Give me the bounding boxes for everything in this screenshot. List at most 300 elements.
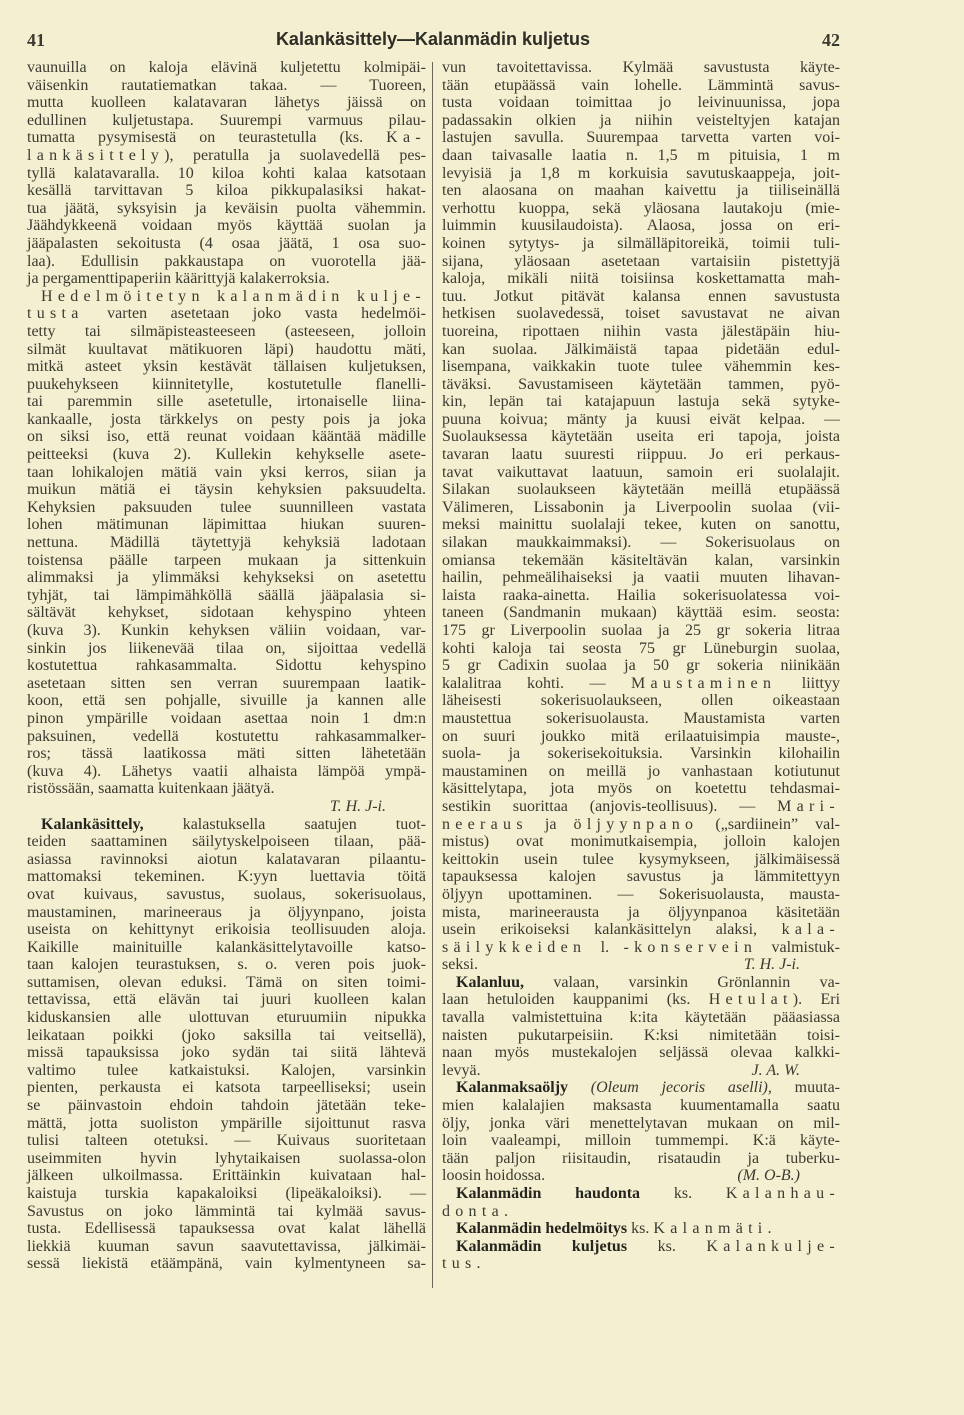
text-segment: jääpalasten sekoitusta (4 osaa jäätä, 1 osa suo- — [27, 234, 426, 252]
text-segment: tetty tai silmäpisteasteeseen (asteeseen, jolloin — [27, 322, 426, 340]
text-line — [442, 1009, 840, 1027]
text-segment: loosin hoidossa. — [442, 1167, 546, 1185]
text-segment: padassakin olkien ja niihin veisteltyjen katajan — [442, 111, 840, 129]
text-segment: toistensa päälle tarpeen mukaan ja sittenkuin — [27, 551, 426, 569]
text-segment: ja pergamenttipaperiin käärittyjä kalakerroksia. — [27, 270, 330, 288]
text-line — [27, 798, 426, 816]
text-line — [442, 1203, 840, 1221]
text-segment: meksi mainittu suolalaji tekee, kuten on sanottu, — [442, 516, 840, 534]
text-segment: naisten pukutarpeisiin. K:ksi nimitetään toisi- — [442, 1026, 840, 1044]
text-line — [27, 1220, 426, 1238]
text-segment: lohen mätimunan läpimittaa hiukan suuren- — [27, 516, 426, 534]
text-segment: ovat kuivaus, savustus, suolaus, sokerisuolaus, — [27, 885, 426, 903]
text-line — [27, 675, 426, 693]
text-line — [442, 1079, 840, 1097]
text-segment: maustettua sokerisuolausta. Maustamista varten — [442, 709, 840, 727]
spaced-emphasis: tus. — [442, 1255, 486, 1273]
text-line — [442, 200, 840, 218]
text-line — [442, 323, 840, 341]
text-line — [27, 587, 426, 605]
text-segment: keittokin usein tulee kysymykseen, jälkimäisessä — [442, 850, 840, 868]
text-line — [27, 763, 426, 781]
text-segment: levyisiä ja 1,8 m korkuisia savutuskaappeja, joit- — [442, 164, 840, 182]
text-line — [27, 235, 426, 253]
text-line — [27, 129, 426, 147]
column-divider — [432, 62, 433, 1288]
text-line — [442, 59, 840, 77]
text-segment: vaunuilla on kaloja elävinä kuljetettu kolmipäi- — [27, 59, 426, 76]
text-line — [27, 393, 426, 411]
text-line — [442, 1255, 840, 1273]
text-segment: tulisi talteen otetuksi. — Kuivaus suoritetaan — [27, 1132, 426, 1150]
spaced-emphasis: kala- — [781, 921, 840, 939]
text-line — [27, 534, 426, 552]
text-segment: mien kalalajien maksasta kuumentamalla saatu — [442, 1097, 840, 1115]
text-segment: valaan, varsinkin Grönlannin va- — [524, 973, 840, 991]
text-line — [442, 886, 840, 904]
text-segment: hetkisen suolavedessä, toiset savustavat ne aivan — [442, 305, 840, 323]
text-segment: ristössään, saamatta kuitenkaan jäätyä. — [27, 780, 275, 798]
text-segment: sinkin jos liikenevää tilaa on, sijoittaa vedellä — [27, 639, 426, 657]
text-line — [442, 112, 840, 130]
text-line — [27, 728, 426, 746]
text-segment: tään paljon riisitaudin, risataudin ja tuberku- — [442, 1149, 840, 1167]
text-segment: suola- ja sokerisekoituksia. Varsinkin kilohailin — [442, 745, 840, 763]
text-line — [27, 253, 426, 271]
text-line — [27, 552, 426, 570]
text-line — [442, 780, 840, 798]
text-segment: pienten, perkausta ei katsota tarpeelliseksi; usein — [27, 1079, 426, 1097]
text-line — [27, 1044, 426, 1062]
text-line — [27, 1027, 426, 1045]
text-segment: kiduskansien alle ulottuvan eturuumiin nipukka — [27, 1009, 426, 1027]
text-segment: leikataan poikki (joko saksilla tai veitsellä), — [27, 1026, 426, 1044]
text-segment: kan suolaa. Jälkimäistä tapaa pidetään edul- — [442, 340, 840, 358]
text-segment: tua jäätä, syksyisin ja keväisin puolta vähemmin. — [27, 199, 426, 217]
text-line — [27, 428, 426, 446]
text-segment: taan kalojen teurastuksen, s. o. veren pois juok- — [27, 956, 426, 974]
text-line — [27, 640, 426, 658]
text-line — [27, 569, 426, 587]
text-line — [442, 657, 840, 675]
text-segment: tyhjät, tai lämpimähköllä säällä jääpalasia si- — [27, 586, 426, 604]
text-segment: kostutettua rahkasammalta. Sidottu kehyspino — [27, 657, 426, 675]
text-segment: tumatta pysymisestä on teurastetulla (ks. — [27, 129, 387, 147]
text-segment: tään etupäässä vain lohelle. Lämmintä savus- — [442, 76, 840, 94]
spaced-emphasis: lankäsittely — [27, 146, 165, 164]
text-segment: väisenkin rautatiematkan takaa. — Tuoreen, — [27, 76, 426, 94]
text-line — [27, 59, 426, 77]
entry-headword: Kalanmädin kuljetus — [456, 1237, 628, 1255]
text-line — [442, 675, 840, 693]
text-segment: peitteeksi (kuva 2). Kullekin kehykselle asete- — [27, 446, 426, 464]
text-line — [27, 904, 426, 922]
text-segment: sältävät kehykset, sidotaan kehyspino yhteen — [27, 604, 426, 622]
text-segment: loin vaaleampi, milloin tummempi. K:ä käyte- — [442, 1132, 840, 1150]
text-line — [442, 939, 840, 957]
text-line — [442, 77, 840, 95]
author-signature: T. H. J-i. — [329, 797, 386, 815]
text-line — [442, 305, 840, 323]
text-segment: ks. — [627, 1237, 707, 1255]
text-line — [442, 604, 840, 622]
text-line — [27, 341, 426, 359]
text-line — [442, 235, 840, 253]
text-segment: puukehykseen kiinnitetylle, kostutetulle flanelli- — [27, 375, 426, 393]
text-line — [442, 129, 840, 147]
text-segment: tavat vaikuttavat laatuun, samoin eri suolalajit. — [442, 463, 840, 481]
text-segment: Jäähdykkeenä voidaan myös käyttää suolan ja — [27, 217, 426, 235]
text-line — [442, 534, 840, 552]
text-line — [442, 147, 840, 165]
text-line — [442, 94, 840, 112]
text-segment: Välimeren, Lissabonin ja Liverpoolin suolaa (vii- — [442, 498, 840, 516]
text-segment: läheisesti sokerisuolaukseen, ollen oikeastaan — [442, 692, 840, 710]
text-segment: pinon ympärille voidaan asettaa noin 1 dm:n — [27, 709, 426, 727]
text-line — [442, 358, 840, 376]
text-segment: suttamisen, olevan eduksi. Tämä on siten toimi- — [27, 973, 426, 991]
text-segment: paksuinen, vedellä kostutettu rahkasammalker- — [27, 727, 426, 745]
text-segment: on suuri joukko mitä erilaatuisimpia mauste-, — [442, 727, 840, 745]
text-segment: asetetaan sitten sen verran suurempaan laatik- — [27, 674, 426, 692]
entry-headword: Kalanmädin haudonta — [456, 1185, 641, 1202]
spaced-emphasis: öljyynpano — [573, 815, 699, 833]
spaced-emphasis: tusta — [27, 305, 84, 323]
text-segment: („sardiinein” val- — [698, 815, 841, 833]
text-segment: seksi. — [442, 956, 478, 974]
spaced-emphasis: Ka- — [386, 129, 426, 147]
text-line — [27, 464, 426, 482]
spaced-emphasis: neeraus — [442, 815, 528, 833]
text-segment: kankaalle, josta tärkkelys on pesty pois ja joka — [27, 410, 426, 428]
text-line — [27, 358, 426, 376]
spaced-emphasis: Hetulat — [708, 991, 793, 1009]
text-segment: teiden saattaminen säilytyskelpoiseen tilaan, pää- — [27, 833, 426, 851]
text-segment: lisempana, vaikkakin tuote tulee vähemmin kes- — [442, 358, 840, 376]
text-line — [27, 939, 426, 957]
text-line — [442, 1044, 840, 1062]
text-segment: verhottu kuoppa, sekä yläosana lautakoju (mie- — [442, 199, 840, 217]
entry-headword: Kalanmädin hedelmöitys — [456, 1220, 628, 1238]
text-segment: liittyy — [776, 674, 841, 692]
text-line — [27, 1097, 426, 1115]
text-segment: se päinvastoin ehdoin tahdoin jätetään teke- — [27, 1097, 426, 1115]
text-segment: tai paremmin sille asetetulle, irtonaiselle liina- — [27, 393, 426, 411]
text-line — [442, 851, 840, 869]
text-line — [442, 270, 840, 288]
spaced-emphasis: donta. — [442, 1202, 514, 1220]
text-segment: tusta. Edellisessä tapauksessa ovat kalat lähellä — [27, 1220, 426, 1238]
text-line — [442, 816, 840, 834]
text-line — [27, 165, 426, 183]
text-line — [442, 376, 840, 394]
text-line — [27, 112, 426, 130]
text-line — [442, 1238, 840, 1256]
text-line — [442, 745, 840, 763]
text-segment: mättä, jotta suoliston ympärille sijoittunut rasva — [27, 1114, 426, 1132]
text-segment: mista, marineerausta ja öljyynpanoa käsitetään — [442, 903, 840, 921]
text-line — [442, 481, 840, 499]
text-line — [27, 1009, 426, 1027]
text-line — [27, 376, 426, 394]
text-line — [442, 833, 840, 851]
text-line — [27, 833, 426, 851]
text-segment: hailin, pehmeälihaiseksi ja vaatii muuten lihavan- — [442, 569, 840, 587]
text-segment: koinen sytytys- ja silmälläpitoreikä, toimii tuli- — [442, 234, 840, 252]
text-segment: koon, että sen pohjalle, sivuille ja kannen alle — [27, 692, 426, 710]
text-segment: muikun mätiä ei täysin kehyksien paksuudelta. — [27, 481, 426, 499]
text-segment: ks. — [627, 1220, 654, 1238]
text-segment: käsittelytapa, jota myös on koetettu tehdasmai- — [442, 780, 840, 798]
text-segment: muuta- — [771, 1079, 840, 1097]
text-line — [442, 341, 840, 359]
spaced-emphasis: säilykkeiden — [442, 938, 587, 956]
text-line — [442, 710, 840, 728]
text-segment: taan lohikalojen mätiä vain yksi kerros, siian ja — [27, 463, 426, 481]
text-line — [442, 587, 840, 605]
text-line — [27, 270, 426, 288]
text-segment: 5 gr Cadixin suolaa ja 50 gr sokeria niinikään — [442, 657, 840, 675]
text-line — [442, 428, 840, 446]
text-line — [442, 1220, 840, 1238]
text-line — [27, 481, 426, 499]
entry-headword: Kalankäsittely, — [41, 815, 144, 833]
text-segment: ks. — [640, 1185, 726, 1202]
text-segment: naan myös mustekalojen seljässä olevaa kalkki- — [442, 1044, 840, 1062]
text-segment: Kehyksien paksuuden tulee suunnilleen vastata — [27, 498, 426, 516]
author-signature: J. A. W. — [751, 1061, 800, 1079]
text-line — [442, 991, 840, 1009]
text-line — [27, 446, 426, 464]
text-line — [27, 657, 426, 675]
text-segment: ), peratulla ja suolavedellä pes- — [164, 146, 426, 164]
text-segment: ten alaosana on maahan kaivettu ja tiiliseinällä — [442, 182, 840, 200]
text-segment: luimmin kuusilaudoista). Alaosa, jossa on eri- — [442, 217, 840, 235]
text-segment: täväksi. Savustamiseen käytetään tammen, pyö- — [442, 375, 840, 393]
text-line — [27, 411, 426, 429]
text-segment: tavalla valmistettuina k:ita käytetään pääasiassa — [442, 1009, 840, 1027]
text-line — [442, 217, 840, 235]
text-segment: on siksi iso, että reunat voidaan kääntää mädille — [27, 428, 426, 446]
text-line — [27, 921, 426, 939]
text-segment: missä tapauksissa joko sydän tai siitä lähtevä — [27, 1044, 426, 1062]
text-line — [27, 200, 426, 218]
text-segment: ). Eri — [792, 991, 841, 1009]
text-line — [442, 464, 840, 482]
text-line — [27, 499, 426, 517]
text-segment: sijana, yläosaan asetetaan vartaisiin pistettyjä — [442, 252, 840, 270]
text-line — [27, 956, 426, 974]
text-line — [442, 1062, 840, 1080]
text-segment: (kuva 4). Lähetys vaatii alhaista lämpöä ympä- — [27, 762, 426, 780]
text-line — [442, 288, 840, 306]
text-line — [442, 182, 840, 200]
text-line — [27, 692, 426, 710]
spaced-emphasis: Kalankulje- — [706, 1237, 840, 1255]
text-segment: kin, lepän tai katajapuun lastuja sekä sytyke- — [442, 393, 840, 411]
text-segment: tusta voidaan toimittaa jo leivinuunissa, jopa — [442, 94, 840, 112]
text-line — [27, 851, 426, 869]
text-line — [27, 816, 426, 834]
text-segment: liekkiä kuuman savun saavutettavissa, jälkimäi- — [27, 1237, 426, 1255]
text-line — [27, 182, 426, 200]
text-line — [27, 1203, 426, 1221]
text-segment: kaloja, mikäli niitä toisiinsa koskettamatta mah- — [442, 270, 840, 288]
author-signature: T. H. J-i. — [743, 956, 800, 974]
spaced-emphasis: Kalanmäti. — [653, 1220, 777, 1238]
text-segment: öljyyn upottaminen. — Sokerisuolausta, mausta- — [442, 885, 840, 903]
text-segment: levyä. — [442, 1061, 481, 1079]
text-segment: maustaminen on meillä jo vanhastaan kotiutunut — [442, 762, 840, 780]
text-segment: maustaminen, marineeraus ja öljyynpano, joista — [27, 903, 426, 921]
text-line — [27, 516, 426, 534]
text-segment: varten asetetaan joko vasta hedelmöi- — [83, 305, 426, 323]
text-segment: taneen (Sandmanin mukaan) käyttää esim. seosta: — [442, 604, 840, 622]
text-line — [442, 904, 840, 922]
text-line — [442, 868, 840, 886]
entry-headword: Kalanluu, — [456, 973, 525, 991]
text-line — [27, 305, 426, 323]
text-segment: (kuva 3). Kunkin kehyksen väliin voidaan, var- — [27, 622, 426, 639]
text-line — [27, 1115, 426, 1133]
text-segment: valtimo tulee katkaistuksi. Kalojen, varsinkin — [27, 1061, 426, 1079]
text-line — [442, 956, 840, 974]
text-segment: mattomaksi tekeminen. K:yyn luettavia töitä — [27, 868, 426, 886]
text-line — [27, 1238, 426, 1256]
text-segment: useimmiten hyvin lyhytaikaisen suolassa-olon — [27, 1149, 426, 1167]
text-line — [27, 77, 426, 95]
italic-term: (Oleum jecoris aselli), — [568, 1079, 772, 1097]
text-segment: mitkä asteet yksin kestävät tällaisen kuljetuksen, — [27, 358, 426, 376]
text-line — [442, 763, 840, 781]
text-segment: sessä liekistä etäämpänä, vain kylmentyneen sa- — [27, 1255, 426, 1273]
text-line — [27, 94, 426, 112]
text-line — [27, 1255, 426, 1273]
text-line — [27, 1062, 426, 1080]
text-segment: usein erikoiseksi kalankäsittelyn alaksi, — [442, 921, 782, 939]
text-line — [442, 411, 840, 429]
text-segment: lastujen savulla. Suurempaa tarvetta varten voi- — [442, 129, 840, 147]
text-line — [442, 1132, 840, 1150]
text-segment: kohti kaloja tai seosta 75 gr Lüneburgin suolaa, — [442, 639, 840, 657]
text-line — [442, 974, 840, 992]
text-line — [442, 569, 840, 587]
text-line — [27, 1185, 426, 1203]
text-segment: ros; tässä laatikossa mäti sitten lähetetään — [27, 745, 426, 763]
text-segment: edullinen kuljetustapa. Suurempi varmuus pilau- — [27, 111, 426, 129]
text-segment: mistus) ovat monimutkaisempia, jolloin kalojen — [442, 833, 840, 851]
text-line — [442, 499, 840, 517]
text-segment: ja — [527, 815, 574, 833]
text-line — [27, 991, 426, 1009]
text-line — [27, 780, 426, 798]
text-segment: Kaikille mainituille kalankäsittelytavoille katso- — [27, 938, 426, 956]
spaced-emphasis: -konservein — [623, 938, 758, 956]
text-line — [442, 728, 840, 746]
page-number-right: 42 — [822, 30, 840, 50]
text-line — [442, 640, 840, 658]
text-line — [442, 692, 840, 710]
text-segment: valmistuk- — [757, 938, 840, 956]
text-segment: mutta kuolleen kalatavaran lähetys jäissä on — [27, 94, 426, 112]
text-segment: nettuna. Mädillä täytettyjä kehyksiä ladotaan — [27, 534, 426, 552]
text-line — [27, 622, 426, 640]
entry-headword: Kalanmaksaöljy — [456, 1079, 569, 1097]
spaced-emphasis: Hedelmöitetyn kalanmädin kulje- — [41, 287, 426, 305]
text-segment: useista on kehittynyt erikoisia teollisuuden aloja. — [27, 921, 426, 939]
text-line — [27, 974, 426, 992]
text-segment: Suolauksessa käytetään useita eri tapoja, joista — [442, 428, 840, 446]
text-line — [442, 516, 840, 534]
text-line — [442, 446, 840, 464]
text-segment: sestikin suorittaa (anjovis-teollisuus). — — [442, 797, 778, 815]
text-segment: 175 gr Liverpoolin suolaa ja 25 gr sokeria litraa — [442, 622, 840, 639]
text-line — [442, 1185, 840, 1203]
text-line — [27, 217, 426, 235]
text-segment: laista raaka-ainetta. Hailia sokerisuolatessa voi- — [442, 586, 840, 604]
text-line — [27, 323, 426, 341]
text-segment: vun tavoitettavissa. Kylmää savustusta käyte- — [442, 59, 840, 76]
text-line — [27, 745, 426, 763]
text-line — [442, 798, 840, 816]
text-segment: Silakan suolaukseen käytetään meillä etupäässä — [442, 481, 840, 499]
text-segment: tuu. Jotkut pitävät kalansa ennen savustusta — [442, 287, 840, 305]
text-line — [27, 886, 426, 904]
text-segment: l. — [586, 938, 624, 956]
text-line — [442, 921, 840, 939]
text-segment: alimmaksi ja ylimmäksi kehykseksi on asetettu — [27, 569, 426, 587]
text-line — [27, 288, 426, 306]
text-segment: kalalitraa kohti. — — [442, 674, 632, 692]
page-number-left: 41 — [27, 30, 45, 50]
spaced-emphasis: Maustaminen — [631, 674, 777, 692]
right-column — [442, 59, 840, 1273]
text-line — [442, 1115, 840, 1133]
text-line — [27, 1079, 426, 1097]
text-line — [27, 868, 426, 886]
text-segment: laan hetuloiden kauppanimi (ks. — [442, 991, 709, 1009]
spaced-emphasis: Mari- — [777, 797, 840, 815]
text-segment: silakan maukkaimmaksi). — Sokerisuolaus on — [442, 534, 840, 552]
text-segment: asiassa ravinnoksi aiotun kalatavaran pilaantu- — [27, 850, 426, 868]
text-segment: kaistuja turskia kapakaloiksi (lipeäkaloiksi). — — [27, 1185, 426, 1202]
text-segment: tapauksessa kalojen savustus ja lämmitettyyn — [442, 868, 840, 886]
text-segment: laa). Edullisin pakkaustapa on vuorotella jää- — [27, 252, 426, 270]
text-line — [442, 552, 840, 570]
text-segment: puuna koivua; mänty ja kuusi eivät kelpaa. — — [442, 410, 840, 428]
text-segment: tettavissa, että elävän tai juuri kuolleen kalan — [27, 991, 426, 1009]
text-line — [442, 1027, 840, 1045]
text-segment: tuoreina, ripottaen niihin vasta jälestäpäin hiu- — [442, 322, 840, 340]
text-line — [442, 165, 840, 183]
running-title: Kalankäsittely—Kalanmädin kuljetus — [275, 29, 591, 49]
text-segment: daan taivasalle laatia n. 1,5 m pituisia, 1 m — [442, 146, 840, 164]
text-segment: tavaran laatu suuresti riippuu. Jo eri perkaus- — [442, 446, 840, 464]
text-line — [442, 622, 840, 640]
text-line — [442, 1150, 840, 1168]
text-line — [27, 147, 426, 165]
text-segment: tyllä kalatavaralla. 10 kiloa kohti kalaa katsotaan — [27, 164, 426, 182]
author-signature: (M. O-B.) — [737, 1167, 800, 1185]
text-segment: kesällä tarvittavan 5 kiloa pikkupalasiksi hakat- — [27, 182, 426, 200]
spaced-emphasis: Kalanhau- — [725, 1185, 840, 1202]
text-line — [27, 1132, 426, 1150]
text-segment: omiansa tekemään käsiteltävän kalan, varsinkin — [442, 551, 840, 569]
text-line — [27, 710, 426, 728]
text-line — [442, 253, 840, 271]
text-line — [442, 1167, 840, 1185]
text-segment: öljy, jonka väri menettelytavan mukaan on mil- — [442, 1114, 840, 1132]
